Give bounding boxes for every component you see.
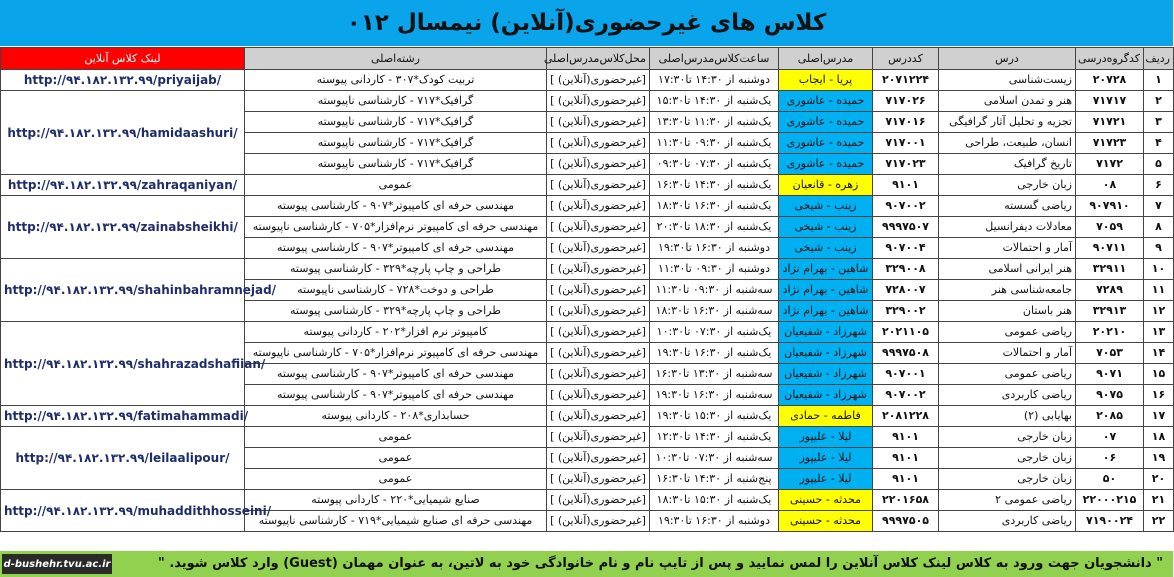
footer-bar — [0, 551, 1173, 577]
major-cell: تربیت کودک*۳۰۷ - کاردانی پیوسته — [245, 70, 547, 91]
group-code-cell: ۲۰۷۲۸ — [1076, 70, 1144, 91]
place-cell: [غیرحضوری(آنلاین) ] — [547, 70, 650, 91]
time-cell: سه‌شنبه از ۱۶:۳۰ تا۱۹:۳۰ — [650, 385, 779, 406]
place-cell: [غیرحضوری(آنلاین) ] — [547, 385, 650, 406]
course-cell: زبان خارجی — [939, 469, 1076, 490]
teacher-cell: زینب - شیخی — [779, 217, 873, 238]
course-code-cell: ۹۹۹۷۵۰۵ — [873, 511, 939, 532]
teacher-cell: شاهین - بهرام نژاد — [779, 259, 873, 280]
radif-cell: ۱۸ — [1144, 427, 1174, 448]
time-cell: دوشنبه از ۰۹:۳۰ تا۱۱:۳۰ — [650, 259, 779, 280]
online-class-link[interactable]: http://۹۴.۱۸۲.۱۳۲.۹۹/zainabsheikhi/ — [1, 196, 245, 259]
course-code-cell: ۹۱۰۱ — [873, 175, 939, 196]
table-row — [1, 490, 1174, 511]
major-cell: گرافیک*۷۱۷ - کارشناسی ناپیوسته — [245, 133, 547, 154]
online-class-link[interactable]: http://۹۴.۱۸۲.۱۳۲.۹۹/fatimahammadi/ — [1, 406, 245, 427]
course-cell: آمار و احتمالات — [939, 343, 1076, 364]
place-cell: [غیرحضوری(آنلاین) ] — [547, 511, 650, 532]
radif-cell: ۳ — [1144, 112, 1174, 133]
teacher-cell: شاهین - بهرام نژاد — [779, 280, 873, 301]
course-cell: زبان خارجی — [939, 427, 1076, 448]
course-cell: ریاضی کاربردی — [939, 385, 1076, 406]
header-row — [1, 48, 1174, 70]
place-cell: [غیرحضوری(آنلاین) ] — [547, 448, 650, 469]
teacher-cell: محدثه - حسینی — [779, 511, 873, 532]
teacher-cell: حمیده - عاشوری — [779, 154, 873, 175]
schedule-table-wrapper — [0, 47, 1173, 532]
place-cell: [غیرحضوری(آنلاین) ] — [547, 154, 650, 175]
teacher-cell: شهرزاد - شفیعیان — [779, 343, 873, 364]
place-cell: [غیرحضوری(آنلاین) ] — [547, 322, 650, 343]
radif-cell: ۱۳ — [1144, 322, 1174, 343]
time-cell: یک‌شنبه از ۱۶:۳۰ تا۱۹:۳۰ — [650, 343, 779, 364]
time-cell: یک‌شنبه از ۰۷:۳۰ تا۱۰:۳۰ — [650, 322, 779, 343]
course-cell: معادلات دیفرانسیل — [939, 217, 1076, 238]
radif-cell: ۲ — [1144, 91, 1174, 112]
table-row — [1, 70, 1174, 91]
course-code-cell: ۲۰۷۱۲۲۴ — [873, 70, 939, 91]
teacher-cell: زینب - شیخی — [779, 238, 873, 259]
course-code-cell: ۹۱۰۱ — [873, 448, 939, 469]
place-cell: [غیرحضوری(آنلاین) ] — [547, 196, 650, 217]
radif-cell: ۱۴ — [1144, 343, 1174, 364]
place-cell: [غیرحضوری(آنلاین) ] — [547, 490, 650, 511]
teacher-cell: شهرزاد - شفیعیان — [779, 322, 873, 343]
time-cell: دوشنبه از ۱۴:۳۰ تا۱۷:۳۰ — [650, 70, 779, 91]
course-cell: ریاضی کاربردی — [939, 511, 1076, 532]
group-code-cell: ۷۱۷۲۳ — [1076, 133, 1144, 154]
radif-cell: ۴ — [1144, 133, 1174, 154]
course-code-cell: ۷۱۷۰۲۳ — [873, 154, 939, 175]
group-code-cell: ۷۱۹۰۰۲۴ — [1076, 511, 1144, 532]
table-row — [1, 175, 1174, 196]
course-code-cell: ۲۰۸۱۲۲۸ — [873, 406, 939, 427]
course-code-cell: ۷۱۷۰۰۱ — [873, 133, 939, 154]
teacher-cell: محدثه - حسینی — [779, 490, 873, 511]
course-cell: زبان خارجی — [939, 175, 1076, 196]
group-code-cell: ۷۰۵۹ — [1076, 217, 1144, 238]
course-code-cell: ۳۲۹۰۰۸ — [873, 259, 939, 280]
course-code-cell: ۹۱۰۱ — [873, 469, 939, 490]
place-cell: [غیرحضوری(آنلاین) ] — [547, 133, 650, 154]
radif-cell: ۱۵ — [1144, 364, 1174, 385]
time-cell: سه‌شنبه از ۰۹:۳۰ تا۱۱:۳۰ — [650, 280, 779, 301]
group-code-cell: ۲۰۲۱۰ — [1076, 322, 1144, 343]
group-code-cell: ۷۱۷۲ — [1076, 154, 1144, 175]
radif-cell: ۲۰ — [1144, 469, 1174, 490]
major-cell: صنایع شیمیایی*۲۲۰ - کاردانی پیوسته — [245, 490, 547, 511]
group-code-cell: ۷۲۸۹ — [1076, 280, 1144, 301]
teacher-cell: شهرزاد - شفیعیان — [779, 364, 873, 385]
course-cell: آمار و احتمالات — [939, 238, 1076, 259]
course-cell: هنر باستان — [939, 301, 1076, 322]
course-cell: بهایابی (۲) — [939, 406, 1076, 427]
major-cell: طراحی و چاپ پارچه*۳۲۹ - کارشناسی پیوسته — [245, 259, 547, 280]
major-cell: مهندسی حرفه ای کامپیوتر نرم‌افزار*۷۰۵ - کارشناسی ناپیوسته — [245, 217, 547, 238]
header-course-code: کددرس — [873, 48, 939, 70]
course-code-cell: ۷۲۸۰۰۷ — [873, 280, 939, 301]
course-cell: ریاضی گسسته — [939, 196, 1076, 217]
course-code-cell: ۹۰۷۰۰۴ — [873, 238, 939, 259]
time-cell: سه‌شنبه از ۰۷:۳۰ تا۱۰:۳۰ — [650, 448, 779, 469]
header-course: درس — [939, 48, 1076, 70]
time-cell: یک‌شنبه از ۱۶:۳۰ تا۱۸:۳۰ — [650, 196, 779, 217]
course-cell: تاریخ گرافیک — [939, 154, 1076, 175]
place-cell: [غیرحضوری(آنلاین) ] — [547, 280, 650, 301]
time-cell: یک‌شنبه از ۰۹:۳۰ تا۱۱:۳۰ — [650, 133, 779, 154]
group-code-cell: ۷۰۵۳ — [1076, 343, 1144, 364]
table-row — [1, 91, 1174, 112]
major-cell: عمومی — [245, 469, 547, 490]
course-code-cell: ۲۰۲۱۱۰۵ — [873, 322, 939, 343]
radif-cell: ۱۹ — [1144, 448, 1174, 469]
online-class-link[interactable]: http://۹۴.۱۸۲.۱۳۲.۹۹/muhaddithhosseini/ — [1, 490, 245, 532]
group-code-cell: ۳۲۹۱۳ — [1076, 301, 1144, 322]
course-cell: ریاضی عمومی — [939, 364, 1076, 385]
course-code-cell: ۳۲۹۰۰۲ — [873, 301, 939, 322]
online-class-link[interactable]: http://۹۴.۱۸۲.۱۳۲.۹۹/hamidaashuri/ — [1, 91, 245, 175]
header-major: رشته‌اصلی — [245, 48, 547, 70]
online-class-link[interactable]: http://۹۴.۱۸۲.۱۳۲.۹۹/leilaalipour/ — [1, 427, 245, 490]
place-cell: [غیرحضوری(آنلاین) ] — [547, 259, 650, 280]
table-body — [1, 70, 1174, 532]
group-code-cell: ۳۲۹۱۱ — [1076, 259, 1144, 280]
course-code-cell: ۷۱۷۰۲۶ — [873, 91, 939, 112]
site-badge[interactable]: d-bushehr.tvu.ac.ir — [2, 554, 112, 574]
online-class-link[interactable]: http://۹۴.۱۸۲.۱۳۲.۹۹/priyaijab/ — [1, 70, 245, 91]
place-cell: [غیرحضوری(آنلاین) ] — [547, 469, 650, 490]
teacher-cell: حمیده - عاشوری — [779, 133, 873, 154]
radif-cell: ۲۲ — [1144, 511, 1174, 532]
schedule-table — [0, 47, 1174, 532]
radif-cell: ۱ — [1144, 70, 1174, 91]
major-cell: مهندسی حرفه ای کامپیوتر*۹۰۷ - کارشناسی پیوسته — [245, 385, 547, 406]
footer-note: " دانشجویان جهت ورود به کلاس لینک کلاس آنلاین را لمس نمایید و پس از تایپ نام و نام خانوادگی خود به لاتین، به عنوان مهمان (Guest) وارد کلاس شوید. " — [158, 556, 1163, 571]
online-class-link[interactable]: http://۹۴.۱۸۲.۱۳۲.۹۹/zahraqaniyan/ — [1, 175, 245, 196]
radif-cell: ۷ — [1144, 196, 1174, 217]
group-code-cell: ۰۷ — [1076, 427, 1144, 448]
major-cell: عمومی — [245, 427, 547, 448]
radif-cell: ۶ — [1144, 175, 1174, 196]
course-code-cell: ۹۱۰۱ — [873, 427, 939, 448]
time-cell: یک‌شنبه از ۱۸:۳۰ تا۲۰:۳۰ — [650, 217, 779, 238]
place-cell: [غیرحضوری(آنلاین) ] — [547, 238, 650, 259]
time-cell: دوشنبه از ۱۶:۳۰ تا۱۹:۳۰ — [650, 511, 779, 532]
teacher-cell: حمیده - عاشوری — [779, 91, 873, 112]
place-cell: [غیرحضوری(آنلاین) ] — [547, 364, 650, 385]
group-code-cell: ۰۶ — [1076, 448, 1144, 469]
group-code-cell: ۷۱۷۲۱ — [1076, 112, 1144, 133]
header-place: محل‌کلاس‌مدرس‌اصلی — [547, 48, 650, 70]
place-cell: [غیرحضوری(آنلاین) ] — [547, 112, 650, 133]
place-cell: [غیرحضوری(آنلاین) ] — [547, 301, 650, 322]
header-teacher: مدرس‌اصلی — [779, 48, 873, 70]
table-row — [1, 259, 1174, 280]
teacher-cell: شاهین - بهرام نژاد — [779, 301, 873, 322]
header-radif: ردیف — [1144, 48, 1174, 70]
group-code-cell: ۰۸ — [1076, 175, 1144, 196]
group-code-cell: ۷۱۷۱۷ — [1076, 91, 1144, 112]
major-cell: طراحی و چاپ پارچه*۳۲۹ - کارشناسی پیوسته — [245, 301, 547, 322]
group-code-cell: ۹۰۷۱۱ — [1076, 238, 1144, 259]
title-bar — [0, 0, 1173, 46]
place-cell: [غیرحضوری(آنلاین) ] — [547, 427, 650, 448]
major-cell: مهندسی حرفه ای کامپیوتر*۹۰۷ - کارشناسی پیوسته — [245, 238, 547, 259]
course-cell: تجزیه و تحلیل آثار گرافیگی — [939, 112, 1076, 133]
course-code-cell: ۹۹۹۷۵۰۷ — [873, 217, 939, 238]
place-cell: [غیرحضوری(آنلاین) ] — [547, 91, 650, 112]
time-cell: یک‌شنبه از ۱۵:۳۰ تا۱۹:۳۰ — [650, 406, 779, 427]
radif-cell: ۱۱ — [1144, 280, 1174, 301]
teacher-cell: حمیده - عاشوری — [779, 112, 873, 133]
teacher-cell: لیلا - علیپور — [779, 427, 873, 448]
radif-cell: ۹ — [1144, 238, 1174, 259]
course-cell: زبان خارجی — [939, 448, 1076, 469]
major-cell: عمومی — [245, 448, 547, 469]
radif-cell: ۱۲ — [1144, 301, 1174, 322]
table-row — [1, 427, 1174, 448]
course-cell: ریاضی عمومی ۲ — [939, 490, 1076, 511]
teacher-cell: پریا - ایجاب — [779, 70, 873, 91]
group-code-cell: ۲۲۰۰۰۲۱۵ — [1076, 490, 1144, 511]
teacher-cell: لیلا - علیپور — [779, 448, 873, 469]
place-cell: [غیرحضوری(آنلاین) ] — [547, 175, 650, 196]
course-cell: جامعه‌شناسی هنر — [939, 280, 1076, 301]
radif-cell: ۱۷ — [1144, 406, 1174, 427]
time-cell: یک‌شنبه از ۱۴:۳۰ تا۱۵:۳۰ — [650, 91, 779, 112]
time-cell: یک‌شنبه از ۱۱:۳۰ تا۱۳:۳۰ — [650, 112, 779, 133]
teacher-cell: فاطمه - حمادی — [779, 406, 873, 427]
table-row — [1, 406, 1174, 427]
header-link: لینک کلاس آنلاین — [1, 48, 245, 70]
course-cell: ریاضی عمومی — [939, 322, 1076, 343]
major-cell: مهندسی حرفه ای کامپیوتر نرم‌افزار*۷۰۵ - کارشناسی ناپیوسته — [245, 343, 547, 364]
major-cell: کامپیوتر نرم افزار*۲۰۲ - کاردانی پیوسته — [245, 322, 547, 343]
course-cell: هنر و تمدن اسلامی — [939, 91, 1076, 112]
time-cell: دوشنبه از ۱۶:۳۰ تا۱۹:۳۰ — [650, 238, 779, 259]
course-cell: هنر ایرانی اسلامی — [939, 259, 1076, 280]
radif-cell: ۸ — [1144, 217, 1174, 238]
time-cell: سه‌شنبه از ۱۳:۳۰ تا۱۶:۳۰ — [650, 364, 779, 385]
header-group-code: کدگروه‌درسی — [1076, 48, 1144, 70]
major-cell: طراحی و دوخت*۷۲۸ - کارشناسی ناپیوسته — [245, 280, 547, 301]
time-cell: یک‌شنبه از ۰۷:۳۰ تا۰۹:۳۰ — [650, 154, 779, 175]
course-cell: انسان، طبیعت، طراحی — [939, 133, 1076, 154]
course-code-cell: ۹۰۷۰۰۱ — [873, 364, 939, 385]
group-code-cell: ۹۰۷۱ — [1076, 364, 1144, 385]
time-cell: یک‌شنبه از ۱۵:۳۰ تا۱۸:۳۰ — [650, 490, 779, 511]
teacher-cell: لیلا - علیپور — [779, 469, 873, 490]
course-code-cell: ۹۹۹۷۵۰۸ — [873, 343, 939, 364]
group-code-cell: ۹۰۷۵ — [1076, 385, 1144, 406]
place-cell: [غیرحضوری(آنلاین) ] — [547, 343, 650, 364]
group-code-cell: ۹۰۷۹۱۰ — [1076, 196, 1144, 217]
radif-cell: ۱۶ — [1144, 385, 1174, 406]
group-code-cell: ۵۰ — [1076, 469, 1144, 490]
header-time: ساعت‌کلاس‌مدرس‌اصلی — [650, 48, 779, 70]
teacher-cell: زهره - قانعیان — [779, 175, 873, 196]
online-class-link[interactable]: http://۹۴.۱۸۲.۱۳۲.۹۹/shahrazadshafiian/ — [1, 322, 245, 406]
table-row — [1, 196, 1174, 217]
course-code-cell: ۷۱۷۰۱۶ — [873, 112, 939, 133]
course-code-cell: ۲۲۰۱۶۵۸ — [873, 490, 939, 511]
course-code-cell: ۹۰۷۰۰۲ — [873, 196, 939, 217]
major-cell: مهندسی حرفه ای کامپیوتر*۹۰۷ - کارشناسی پیوسته — [245, 196, 547, 217]
group-code-cell: ۲۰۸۵ — [1076, 406, 1144, 427]
place-cell: [غیرحضوری(آنلاین) ] — [547, 217, 650, 238]
radif-cell: ۲۱ — [1144, 490, 1174, 511]
radif-cell: ۱۰ — [1144, 259, 1174, 280]
time-cell: سه‌شنبه از ۱۶:۳۰ تا۱۸:۳۰ — [650, 301, 779, 322]
major-cell: مهندسی حرفه ای کامپیوتر*۹۰۷ - کارشناسی پیوسته — [245, 364, 547, 385]
major-cell: مهندسی حرفه ای صنایع شیمیایی*۷۱۹ - کارشناسی ناپیوسته — [245, 511, 547, 532]
table-row — [1, 322, 1174, 343]
major-cell: گرافیک*۷۱۷ - کارشناسی ناپیوسته — [245, 112, 547, 133]
page-title: کلاس های غیرحضوری(آنلاین) نیمسال ۰۱۲ — [346, 10, 827, 36]
major-cell: گرافیک*۷۱۷ - کارشناسی ناپیوسته — [245, 154, 547, 175]
major-cell: حسابداری*۲۰۸ - کاردانی پیوسته — [245, 406, 547, 427]
course-code-cell: ۹۰۷۰۰۲ — [873, 385, 939, 406]
time-cell: پنج‌شنبه از ۱۴:۳۰ تا۱۶:۳۰ — [650, 469, 779, 490]
time-cell: یک‌شنبه از ۱۴:۳۰ تا۱۲:۳۰ — [650, 427, 779, 448]
radif-cell: ۵ — [1144, 154, 1174, 175]
place-cell: [غیرحضوری(آنلاین) ] — [547, 406, 650, 427]
online-class-link[interactable]: http://۹۴.۱۸۲.۱۳۲.۹۹/shahinbahramnejad/ — [1, 259, 245, 322]
major-cell: عمومی — [245, 175, 547, 196]
time-cell: یک‌شنبه از ۱۴:۳۰ تا۱۶:۳۰ — [650, 175, 779, 196]
major-cell: گرافیک*۷۱۷ - کارشناسی ناپیوسته — [245, 91, 547, 112]
teacher-cell: شهرزاد - شفیعیان — [779, 385, 873, 406]
course-cell: زیست‌شناسی — [939, 70, 1076, 91]
teacher-cell: زینب - شیخی — [779, 196, 873, 217]
